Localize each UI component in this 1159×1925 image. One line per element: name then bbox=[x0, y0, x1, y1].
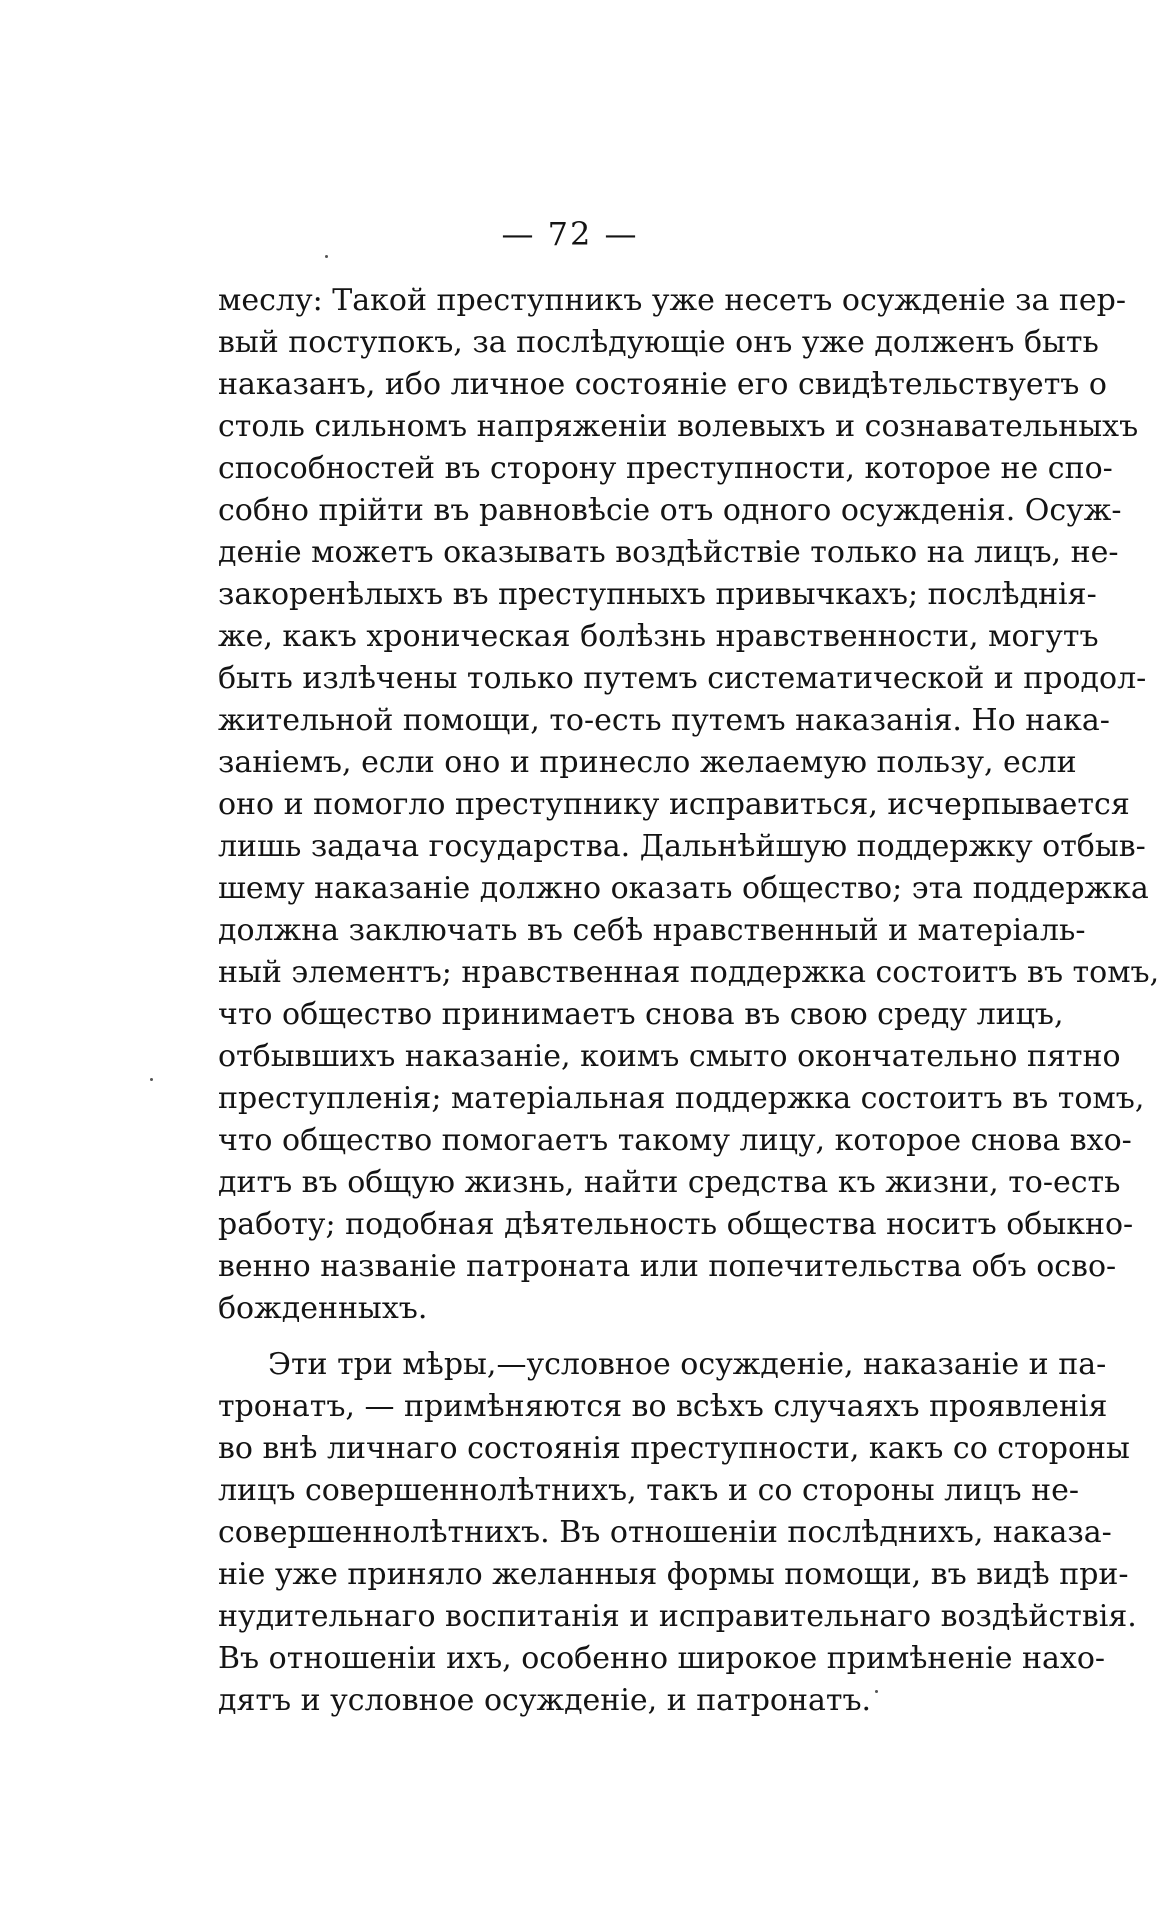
text-line: отбывшихъ наказаніе, коимъ смыто окончательно пятно bbox=[218, 1039, 1121, 1074]
text-line: работу; подобная дѣятельность общества носитъ обыкно- bbox=[218, 1207, 1134, 1242]
text-line: наказанъ, ибо личное состояніе его свидѣтельствуетъ о bbox=[218, 367, 1107, 402]
text-line: должна заключать въ себѣ нравственный и матеріаль- bbox=[218, 913, 1086, 948]
text-line: быть излѣчены только путемъ систематической и продол- bbox=[218, 661, 1147, 696]
text-line: венно названіе патроната или попечительства объ осво- bbox=[218, 1249, 1117, 1284]
text-line: нудительнаго воспитанія и исправительнаго воздѣйствія. bbox=[218, 1599, 1137, 1634]
text-line: божденныхъ. bbox=[218, 1291, 428, 1326]
text-line: жительной помощи, то-есть путемъ наказанія. Но нака- bbox=[218, 703, 1110, 738]
text-line: лицъ совершеннолѣтнихъ, такъ и со стороны лицъ не- bbox=[218, 1473, 1079, 1508]
text-line: способностей въ сторону преступности, которое не спо- bbox=[218, 451, 1113, 486]
text-line: шему наказаніе должно оказать общество; эта поддержка bbox=[218, 871, 1149, 906]
text-line: же, какъ хроническая болѣзнь нравственности, могутъ bbox=[218, 619, 1099, 654]
text-line: деніе можетъ оказывать воздѣйствіе только на лицъ, не- bbox=[218, 535, 1119, 570]
text-line: закоренѣлыхъ въ преступныхъ привычкахъ; послѣднія- bbox=[218, 577, 1097, 612]
paragraph-gap bbox=[218, 1330, 1000, 1344]
text-line: Въ отношеніи ихъ, особенно широкое примѣненіе нахо- bbox=[218, 1641, 1106, 1676]
text-line: тронатъ, — примѣняются во всѣхъ случаяхъ проявленія bbox=[218, 1389, 1108, 1424]
text-line: ный элементъ; нравственная поддержка состоитъ въ томъ, bbox=[218, 955, 1159, 990]
page-number: — 72 — bbox=[501, 215, 639, 253]
print-speck bbox=[325, 255, 328, 258]
text-line: оно и помогло преступнику исправиться, исчерпывается bbox=[218, 787, 1130, 822]
text-line: лишь задача государства. Дальнѣйшую поддержку отбыв- bbox=[218, 829, 1146, 864]
text-line: собно прійти въ равновѣсіе отъ одного осужденія. Осуж- bbox=[218, 493, 1122, 528]
text-line: дитъ въ общую жизнь, найти средства къ жизни, то-есть bbox=[218, 1165, 1121, 1200]
text-line: столь сильномъ напряженіи волевыхъ и сознавательныхъ bbox=[218, 409, 1139, 444]
text-line: что общество принимаетъ снова въ свою среду лицъ, bbox=[218, 997, 1064, 1032]
body-text bbox=[218, 280, 1159, 1722]
text-line: ніе уже приняло желанныя формы помощи, въ видѣ при- bbox=[218, 1557, 1129, 1592]
text-line: меслу: Такой преступникъ уже несетъ осужденіе за пер- bbox=[218, 283, 1126, 318]
text-line: Эти три мѣры,—условное осужденіе, наказаніе и па- bbox=[268, 1347, 1107, 1382]
text-line: преступленія; матеріальная поддержка состоитъ въ томъ, bbox=[218, 1081, 1145, 1116]
text-line: во внѣ личнаго состоянія преступности, какъ со стороны bbox=[218, 1431, 1130, 1466]
paragraph-1 bbox=[218, 280, 1159, 1330]
paragraph-2 bbox=[218, 1344, 1137, 1722]
print-speck bbox=[150, 1078, 153, 1081]
text-line: совершеннолѣтнихъ. Въ отношеніи послѣднихъ, наказа- bbox=[218, 1515, 1112, 1550]
text-line: вый поступокъ, за послѣдующіе онъ уже долженъ быть bbox=[218, 325, 1099, 360]
text-line: дятъ и условное осужденіе, и патронатъ. bbox=[218, 1683, 872, 1718]
text-line: заніемъ, если оно и принесло желаемую пользу, если bbox=[218, 745, 1077, 780]
print-speck bbox=[875, 1690, 878, 1693]
text-line: что общество помогаетъ такому лицу, которое снова вхо- bbox=[218, 1123, 1132, 1158]
